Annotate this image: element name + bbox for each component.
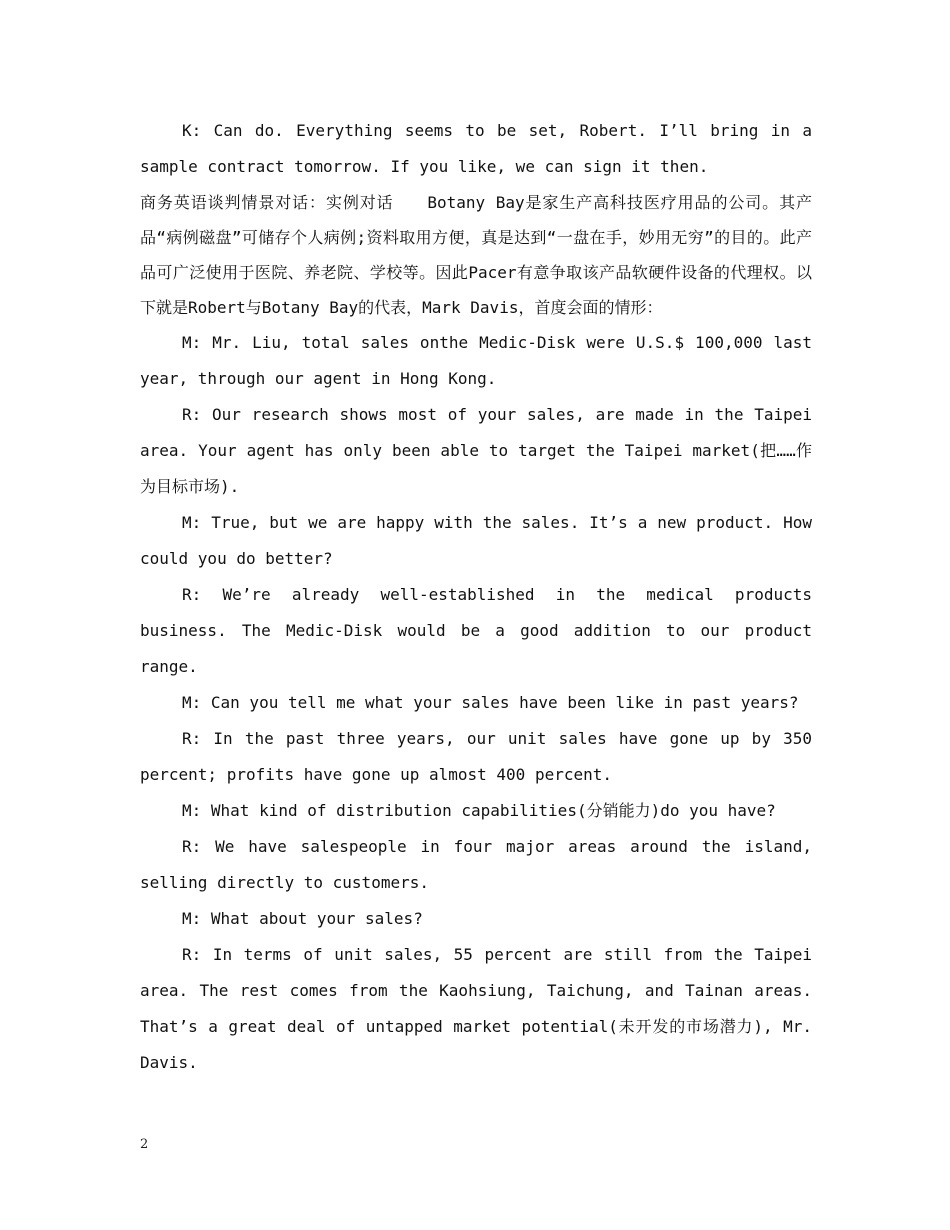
document-body <box>140 113 812 1081</box>
scenario-intro-paragraph: 商务英语谈判情景对话：实例对话 Botany Bay是家生产高科技医疗用品的公司。其产品“病例磁盘”可储存个人病例;资料取用方便，真是达到“一盘在手，妙用无穷”的目的。此产品可广泛使用于医院、养老院、学校等。因此Pacer有意争取该产品软硬件设备的代理权。以下就是Robert与Botany Bay的代表，Mark Davis，首度会面的情形： <box>140 193 812 317</box>
page-number: 2 <box>140 1137 149 1152</box>
dialogue-paragraph-r-salespeople: R: We have salespeople in four major areas around the island, selling directly to customers. <box>140 837 812 892</box>
dialogue-paragraph-m-your-sales: M: What about your sales? <box>182 909 423 928</box>
dialogue-paragraph-m-total-sales: M: Mr. Liu, total sales onthe Medic-Disk were U.S.$ 100,000 last year, through our agent in Hong Kong. <box>140 333 812 388</box>
dialogue-paragraph-m-true: M: True, but we are happy with the sales. It’s a new product. How could you do better? <box>140 513 812 568</box>
dialogue-paragraph-m-distribution: M: What kind of distribution capabilities(分销能力)do you have? <box>182 801 776 820</box>
dialogue-paragraph-r-established: R: We’re already well-established in the medical products business. The Medic-Disk would be a good addition to our product range. <box>140 585 812 676</box>
dialogue-paragraph-r-three-years: R: In the past three years, our unit sales have gone up by 350 percent; profits have gone up almost 400 percent. <box>140 729 812 784</box>
dialogue-paragraph-m-past-years: M: Can you tell me what your sales have been like in past years? <box>182 693 799 712</box>
dialogue-paragraph-r-unit-sales: R: In terms of unit sales, 55 percent are still from the Taipei area. The rest comes from the Kaohsiung, Taichung, and Tainan areas. That’s a great deal of untapped market potential(未开发的市场潜力), Mr. Davis. <box>140 945 812 1072</box>
dialogue-paragraph-r-research: R: Our research shows most of your sales, are made in the Taipei area. Your agent has only been able to target the Taipei market(把……作为目标市场). <box>140 405 813 496</box>
dialogue-paragraph-k-can-do: K: Can do. Everything seems to be set, Robert. I’ll bring in a sample contract tomorrow. If you like, we can sign it then. <box>140 121 812 176</box>
